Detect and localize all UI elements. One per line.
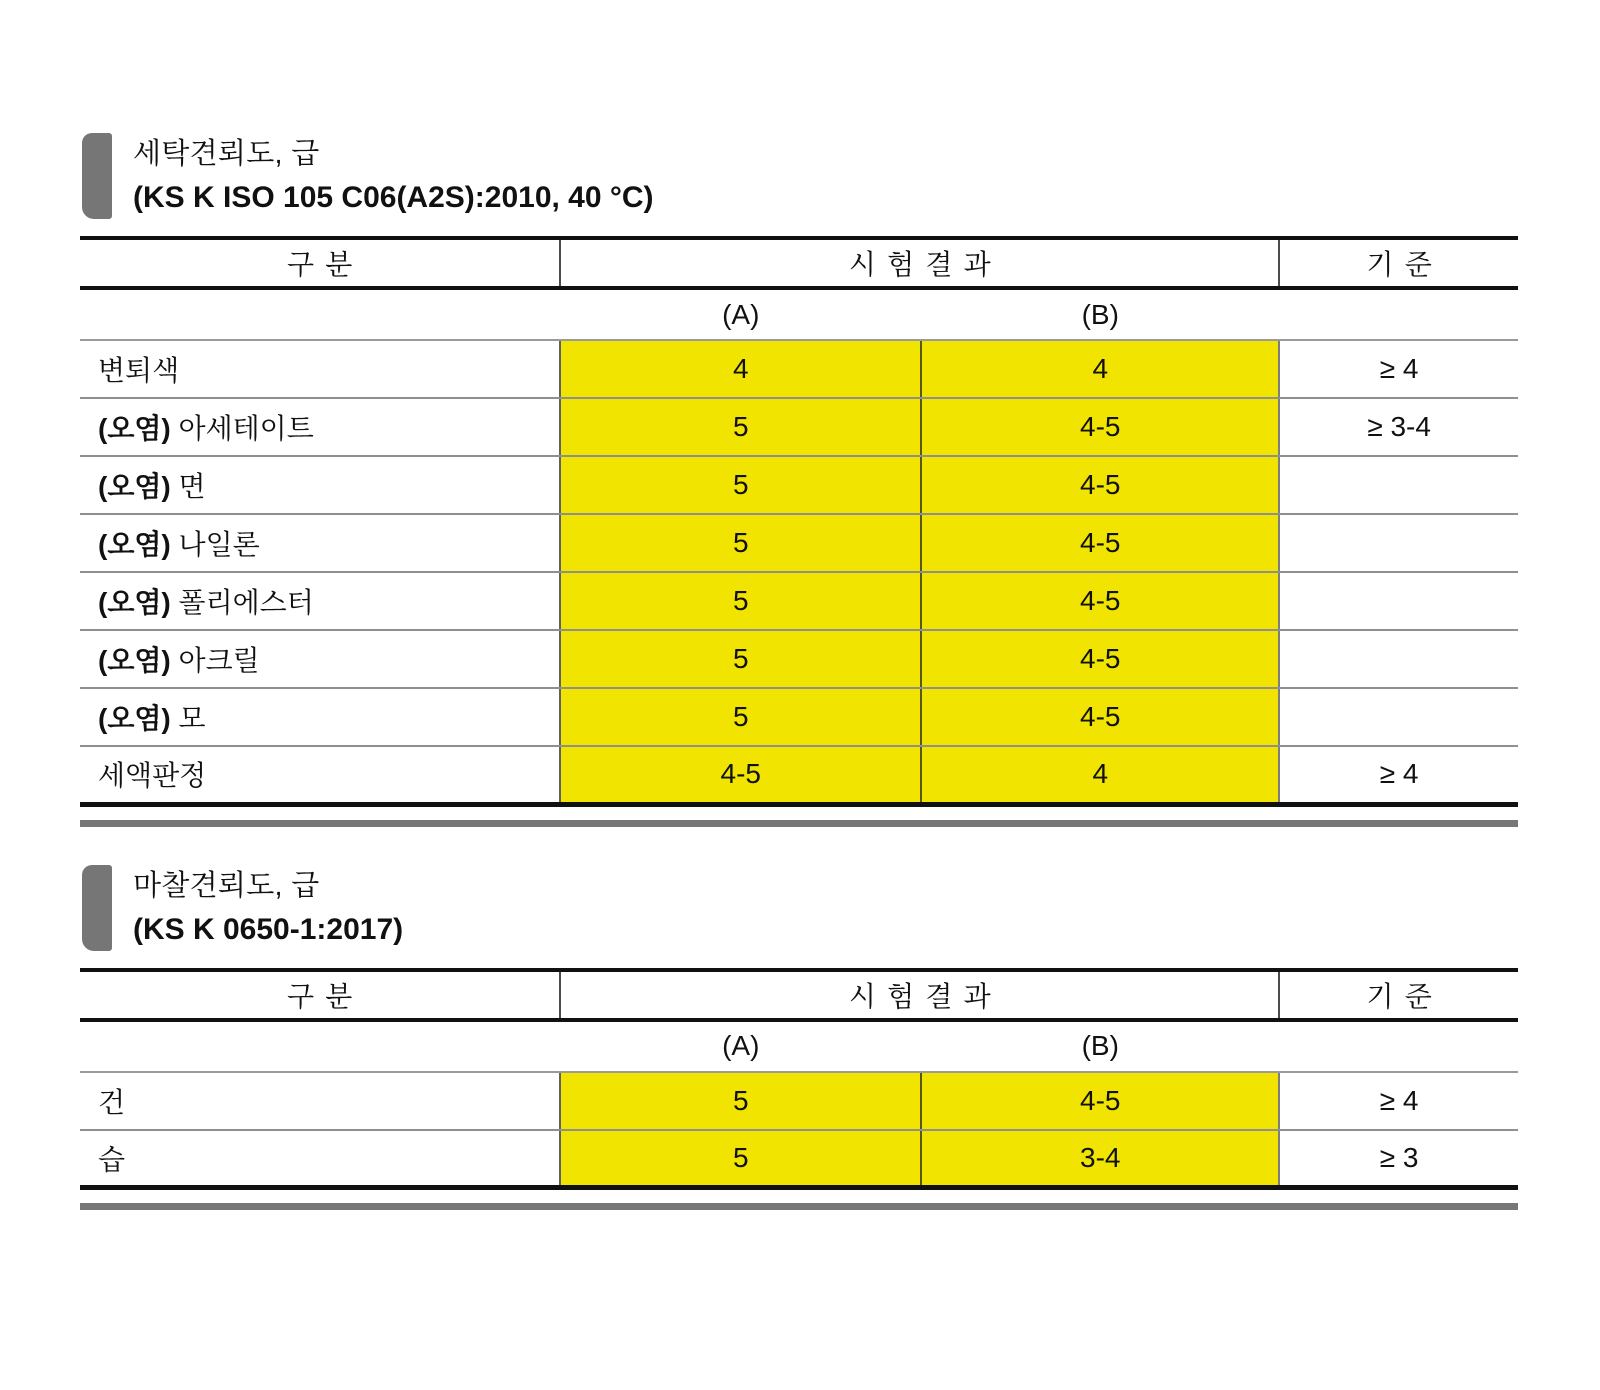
- row-label-text: 모: [178, 703, 206, 734]
- row-label: [80, 746, 560, 804]
- row-label-text: 면: [178, 471, 206, 502]
- row-label: [80, 1130, 560, 1188]
- table-row: [80, 1130, 1518, 1188]
- row-label: [80, 1072, 560, 1130]
- row-label: [80, 630, 560, 688]
- column-header-result: 시험결과: [560, 238, 1279, 288]
- row-label-text: 세액판정: [98, 760, 207, 792]
- row-label-text: 건: [98, 1086, 126, 1118]
- result-value-b: 4: [921, 746, 1279, 804]
- criteria-value: ≥ 4: [1279, 746, 1518, 804]
- subheader-empty: [80, 1020, 560, 1072]
- table-row: [80, 572, 1518, 630]
- section-title: 마찰견뢰도, 급: [133, 869, 320, 902]
- row-label: [80, 688, 560, 746]
- section-bullet-icon: [82, 133, 112, 219]
- subheader-specimen-a: (A): [560, 288, 921, 340]
- column-header-criteria: 기준: [1279, 238, 1518, 288]
- table-header-row: [80, 970, 1518, 1020]
- criteria-value: [1279, 456, 1518, 514]
- row-label-text: 나일론: [178, 529, 260, 560]
- criteria-value: [1279, 572, 1518, 630]
- subheader-specimen-a: (A): [560, 1020, 921, 1072]
- result-value-a: 5: [560, 514, 921, 572]
- row-label-prefix: (오염): [98, 645, 171, 676]
- result-value-a: 5: [560, 630, 921, 688]
- subheader-empty: [80, 288, 560, 340]
- result-value-a: 5: [560, 688, 921, 746]
- section-divider-bar: [80, 1203, 1518, 1210]
- table-row: [80, 514, 1518, 572]
- result-value-b: 4-5: [921, 572, 1279, 630]
- row-label-prefix: (오염): [98, 413, 171, 444]
- result-value-a: 5: [560, 1072, 921, 1130]
- result-value-a: 5: [560, 398, 921, 456]
- section-title: 세탁견뢰도, 급: [133, 138, 320, 170]
- rubbing-fastness-table: [80, 968, 1518, 1191]
- section-standard: (KS K ISO 105 C06(A2S):2010, 40 °C): [133, 181, 654, 214]
- row-label-text: 아크릴: [178, 645, 260, 676]
- result-value-b: 4-5: [921, 514, 1279, 572]
- washing-fastness-table: [80, 236, 1518, 807]
- row-label-text: 변퇴색: [98, 355, 180, 386]
- result-value-a: 4-5: [560, 746, 921, 804]
- subheader-specimen-b: (B): [921, 288, 1279, 340]
- subheader-empty: [1279, 1020, 1518, 1072]
- column-header-result: 시험결과: [560, 970, 1279, 1020]
- table-subheader-row: [80, 1020, 1518, 1072]
- row-label: [80, 456, 560, 514]
- row-label-prefix: (오염): [98, 471, 171, 502]
- result-value-b: 4: [921, 340, 1279, 398]
- table-header-row: [80, 238, 1518, 288]
- criteria-value: ≥ 3-4: [1279, 398, 1518, 456]
- section-bullet-icon: [82, 865, 112, 951]
- result-value-b: 4-5: [921, 630, 1279, 688]
- criteria-value: ≥ 4: [1279, 340, 1518, 398]
- table-row: [80, 340, 1518, 398]
- table-row: [80, 456, 1518, 514]
- section-divider-bar: [80, 820, 1518, 827]
- row-label-text: 폴리에스터: [178, 587, 314, 618]
- result-value-b: 4-5: [921, 688, 1279, 746]
- column-header-criteria: 기준: [1279, 970, 1518, 1020]
- criteria-value: ≥ 3: [1279, 1130, 1518, 1188]
- row-label-prefix: (오염): [98, 587, 171, 618]
- result-value-b: 4-5: [921, 1072, 1279, 1130]
- result-value-b: 4-5: [921, 456, 1279, 514]
- column-header-category: 구분: [80, 238, 560, 288]
- column-header-category: 구분: [80, 970, 560, 1020]
- table-row: [80, 398, 1518, 456]
- row-label: [80, 340, 560, 398]
- result-value-b: 3-4: [921, 1130, 1279, 1188]
- section-washing-fastness-head: [82, 133, 1518, 219]
- subheader-specimen-b: (B): [921, 1020, 1279, 1072]
- result-value-a: 4: [560, 340, 921, 398]
- table-row: [80, 630, 1518, 688]
- result-value-a: 5: [560, 456, 921, 514]
- table-row: [80, 688, 1518, 746]
- row-label-text: 습: [98, 1143, 126, 1175]
- criteria-value: [1279, 688, 1518, 746]
- table-row: [80, 1072, 1518, 1130]
- row-label-prefix: (오염): [98, 703, 171, 734]
- section-standard: (KS K 0650-1:2017): [133, 912, 404, 946]
- criteria-value: ≥ 4: [1279, 1072, 1518, 1130]
- row-label-text: 아세테이트: [178, 413, 314, 444]
- row-label: [80, 572, 560, 630]
- table-row: [80, 746, 1518, 804]
- result-value-a: 5: [560, 1130, 921, 1188]
- criteria-value: [1279, 630, 1518, 688]
- result-value-a: 5: [560, 572, 921, 630]
- row-label-prefix: (오염): [98, 529, 171, 560]
- subheader-empty: [1279, 288, 1518, 340]
- result-value-b: 4-5: [921, 398, 1279, 456]
- table-subheader-row: [80, 288, 1518, 340]
- criteria-value: [1279, 514, 1518, 572]
- row-label: [80, 398, 560, 456]
- section-rubbing-fastness-head: [82, 865, 1518, 951]
- row-label: [80, 514, 560, 572]
